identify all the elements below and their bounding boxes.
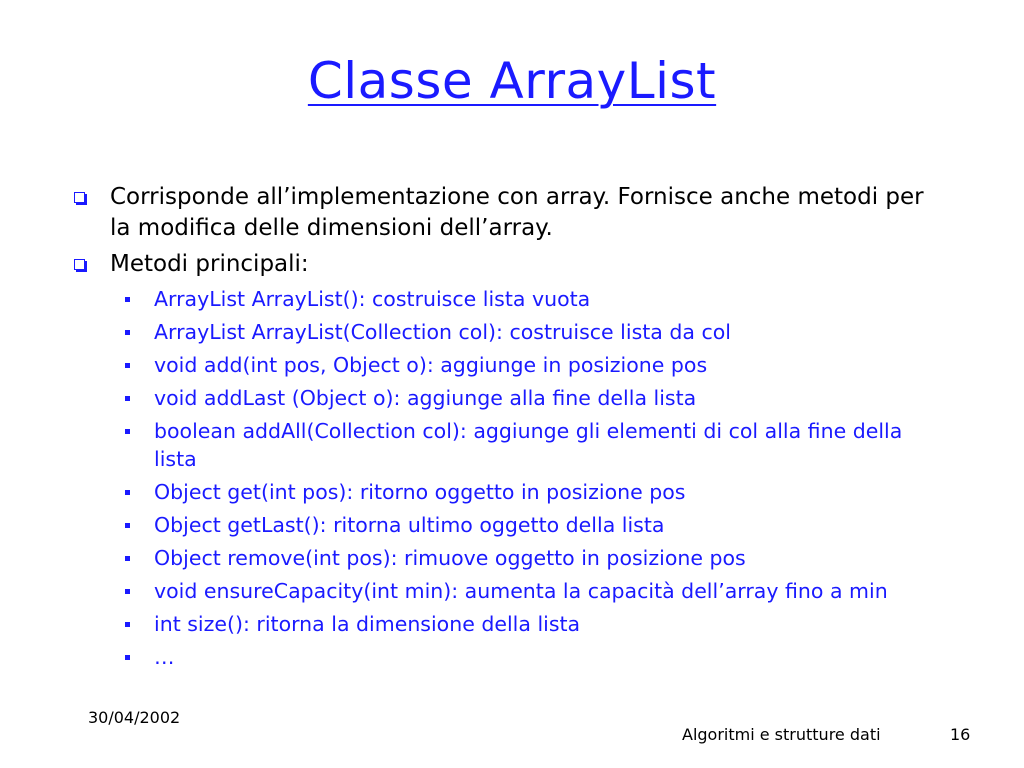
bullet-text: Corrisponde all’implementazione con array. Fornisce anche metodi per la modifica delle dimensioni dell’array. bbox=[110, 184, 924, 241]
footer-course-title: Algoritmi e strutture dati bbox=[682, 725, 881, 744]
method-text: void add(int pos, Object o): aggiunge in posizione pos bbox=[154, 353, 708, 377]
method-text: Object get(int pos): ritorno oggetto in posizione pos bbox=[154, 480, 686, 504]
small-square-bullet-icon bbox=[125, 490, 130, 495]
method-item bbox=[72, 478, 914, 506]
small-square-bullet-icon bbox=[125, 363, 130, 368]
method-text: int size(): ritorna la dimensione della lista bbox=[154, 612, 581, 636]
method-text: ArrayList ArrayList(): costruisce lista vuota bbox=[154, 287, 591, 311]
method-item bbox=[72, 351, 914, 379]
method-item bbox=[72, 384, 914, 412]
small-square-bullet-icon bbox=[125, 523, 130, 528]
method-item bbox=[72, 577, 914, 605]
slide-title-text: Classe ArrayList bbox=[307, 52, 717, 110]
small-square-bullet-icon bbox=[125, 396, 130, 401]
method-text: void addLast (Object o): aggiunge alla fine della lista bbox=[154, 386, 697, 410]
method-text: ArrayList ArrayList(Collection col): costruisce lista da col bbox=[154, 320, 731, 344]
bullet-item bbox=[72, 249, 932, 280]
method-text: Object remove(int pos): rimuove oggetto in posizione pos bbox=[154, 546, 746, 570]
bullet-text: Metodi principali: bbox=[110, 251, 309, 277]
small-square-bullet-icon bbox=[125, 556, 130, 561]
small-square-bullet-icon bbox=[125, 297, 130, 302]
slide-title bbox=[0, 52, 1024, 110]
small-square-bullet-icon bbox=[125, 330, 130, 335]
method-item bbox=[72, 285, 914, 313]
method-item bbox=[72, 544, 914, 572]
square-bullet-icon bbox=[74, 192, 85, 203]
method-text: boolean addAll(Collection col): aggiunge gli elementi di col alla fine della lista bbox=[154, 419, 903, 471]
method-item bbox=[72, 643, 914, 671]
footer-date: 30/04/2002 bbox=[88, 708, 181, 727]
bullet-item bbox=[72, 182, 932, 244]
method-item bbox=[72, 610, 914, 638]
method-item bbox=[72, 417, 914, 473]
method-item bbox=[72, 318, 914, 346]
small-square-bullet-icon bbox=[125, 589, 130, 594]
method-text: Object getLast(): ritorna ultimo oggetto della lista bbox=[154, 513, 665, 537]
method-item bbox=[72, 511, 914, 539]
method-text: … bbox=[154, 645, 175, 669]
small-square-bullet-icon bbox=[125, 429, 130, 434]
small-square-bullet-icon bbox=[125, 655, 130, 660]
page-number: 16 bbox=[950, 725, 971, 744]
square-bullet-icon bbox=[74, 259, 85, 270]
small-square-bullet-icon bbox=[125, 622, 130, 627]
method-text: void ensureCapacity(int min): aumenta la capacità dell’array fino a min bbox=[154, 579, 888, 603]
slide-content bbox=[72, 182, 932, 676]
